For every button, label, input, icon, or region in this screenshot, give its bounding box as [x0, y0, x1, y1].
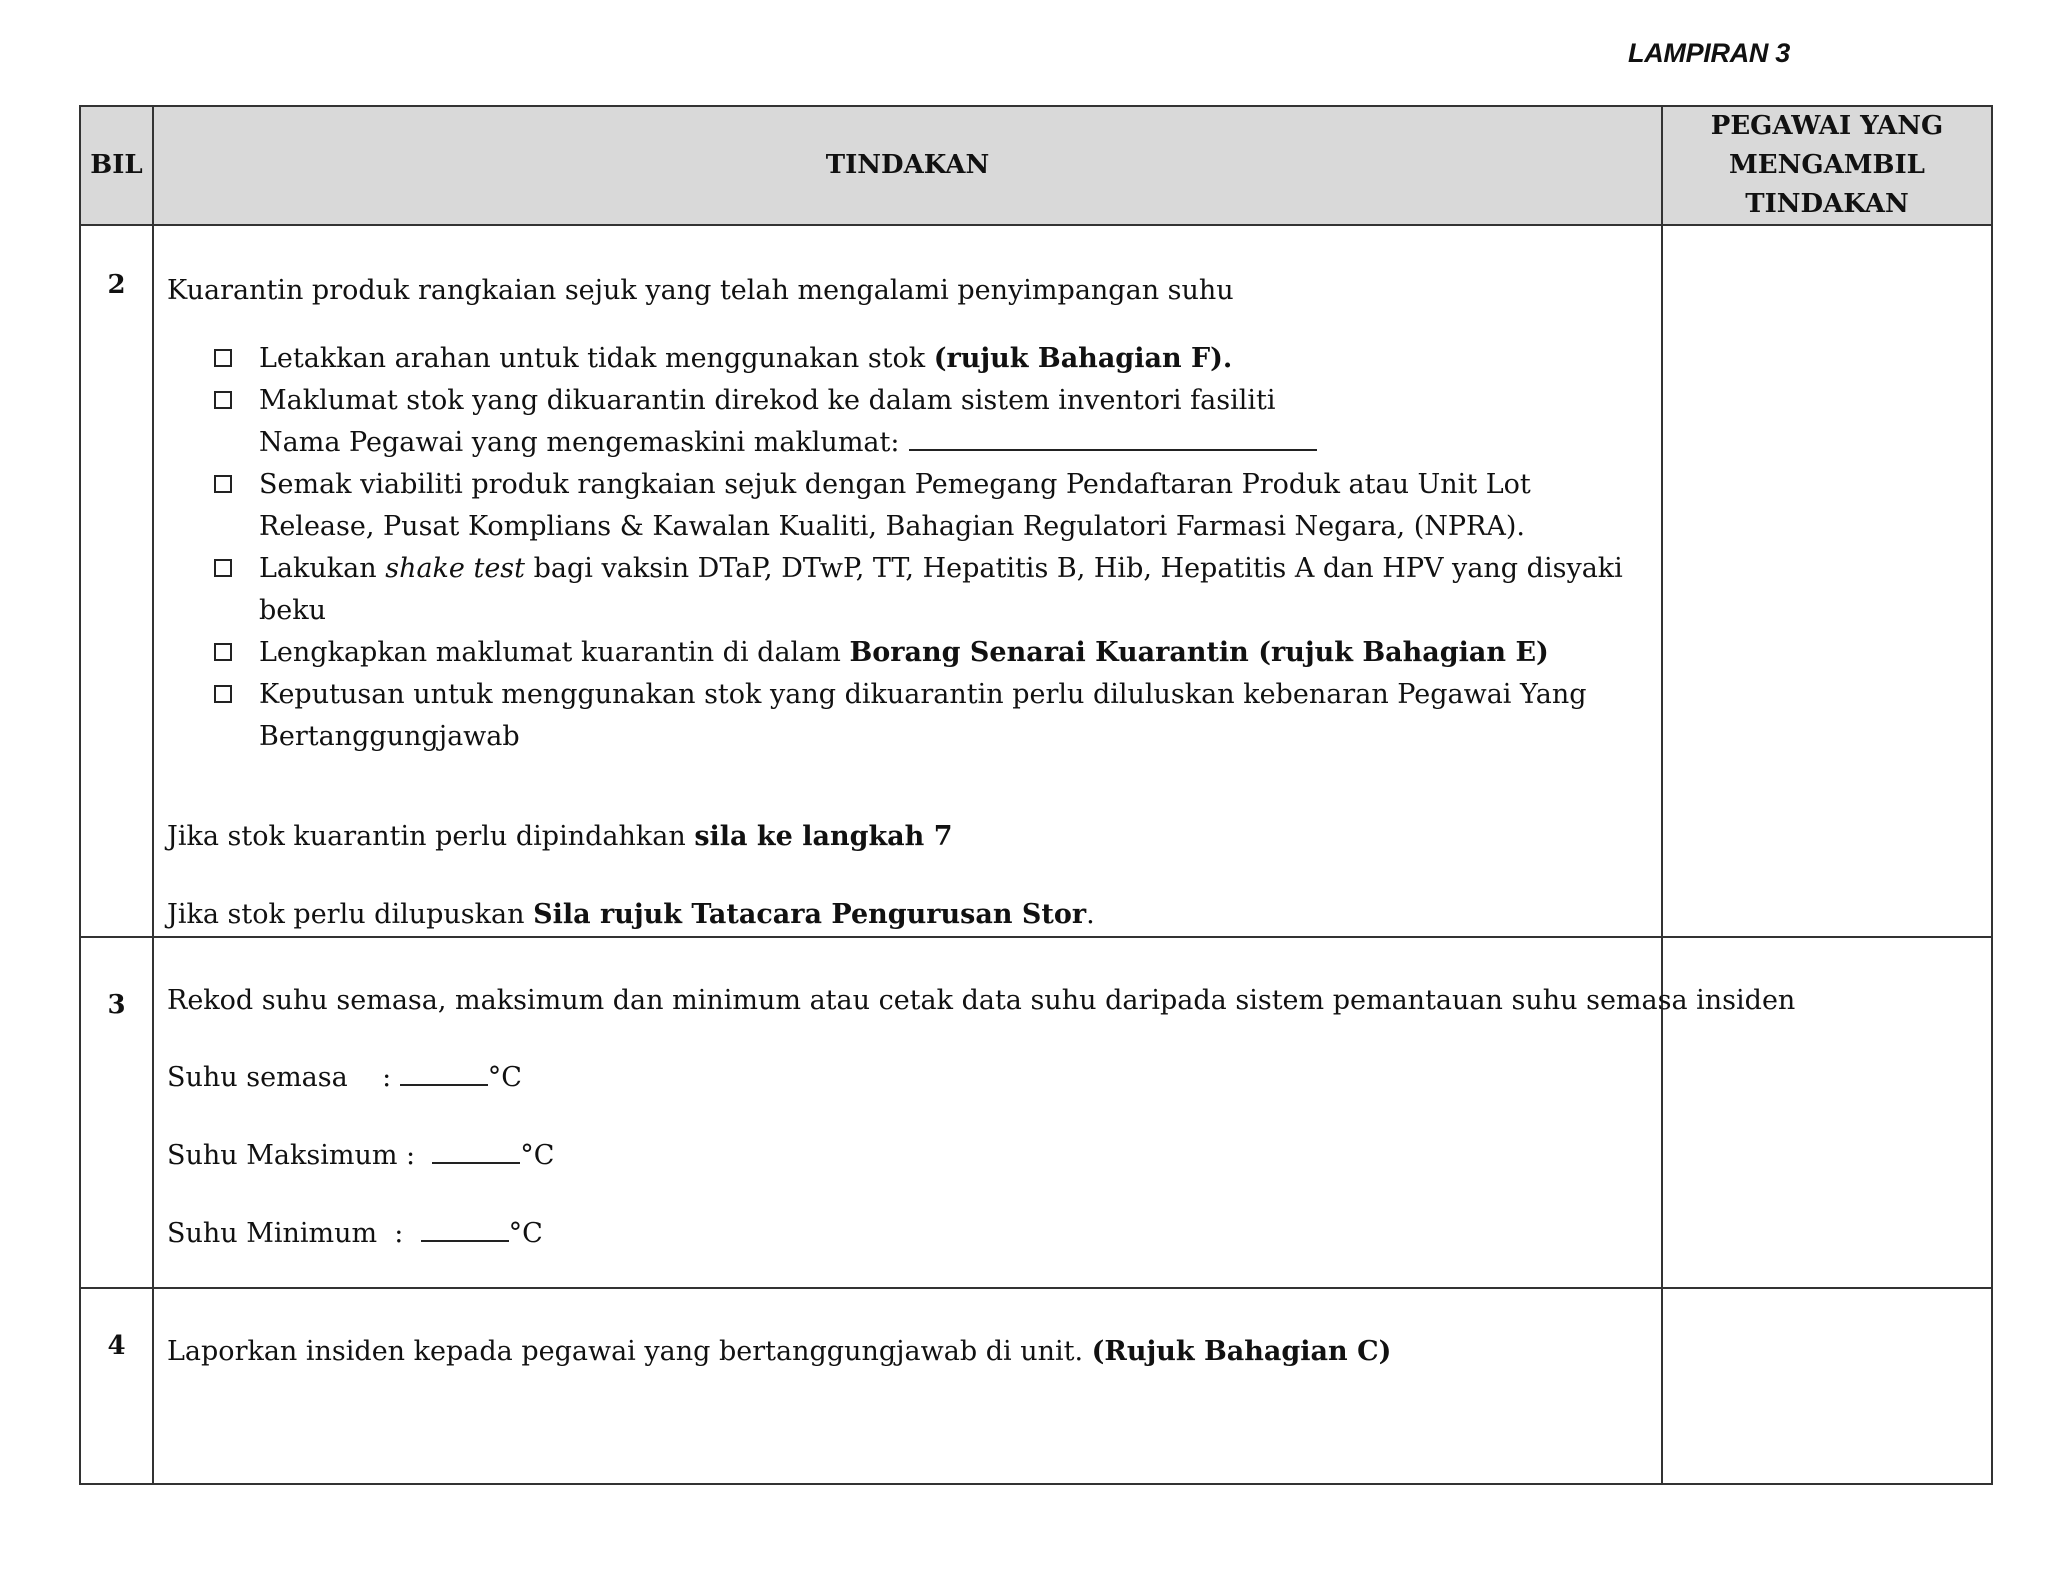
- bil-number: 3: [107, 990, 126, 1020]
- disposal-note: [167, 894, 1653, 936]
- header-pegawai-line2: MENGAMBIL: [1729, 150, 1925, 180]
- report-incident: [167, 1331, 1653, 1373]
- header-tindakan: TINDAKAN: [153, 106, 1662, 225]
- checklist-item: [214, 632, 1653, 674]
- checklist-item-bold: Borang Senarai Kuarantin (rujuk Bahagian E): [849, 637, 1549, 668]
- header-pegawai: [1662, 106, 1992, 225]
- current-temp-row: [167, 1057, 1653, 1099]
- checklist-item: [214, 548, 1653, 632]
- current-temp-label: Suhu semasa :: [167, 1062, 400, 1093]
- header-pegawai-line1: PEGAWAI YANG: [1710, 111, 1944, 141]
- checklist-item-text-cont: bagi vaksin DTaP, DTwP, TT, Hepatitis B, Hib, Hepatitis A dan HPV yang disyaki beku: [259, 553, 1623, 626]
- checkbox[interactable]: [214, 391, 232, 409]
- header-pegawai-line3: TINDAKAN: [1745, 189, 1909, 219]
- tindakan-cell: [153, 225, 1662, 937]
- transfer-note-bold: sila ke langkah 7: [694, 821, 953, 852]
- checklist-item-text: Lakukan: [259, 553, 386, 584]
- bil-number: 4: [107, 1331, 126, 1361]
- checkbox[interactable]: [214, 643, 232, 661]
- checklist-item: [214, 338, 1653, 380]
- pegawai-cell[interactable]: [1662, 1288, 1992, 1484]
- checklist-item-text: Keputusan untuk menggunakan stok yang dikuarantin perlu diluluskan kebenaran Pegawai Yang Bertanggungjawab: [259, 679, 1587, 752]
- row3-intro: Rekod suhu semasa, maksimum dan minimum atau cetak data suhu daripada sistem pemantauan suhu semasa insiden: [167, 985, 1796, 1016]
- checklist-item: [214, 380, 1653, 464]
- temp-unit: °C: [508, 1218, 543, 1249]
- max-temp-label: Suhu Maksimum :: [167, 1140, 433, 1171]
- checkbox[interactable]: [214, 475, 232, 493]
- min-temp-field[interactable]: [421, 1239, 509, 1242]
- checklist-item-italic: shake test: [385, 553, 526, 584]
- checklist-item-text: Semak viabiliti produk rangkaian sejuk dengan Pemegang Pendaftaran Produk atau Unit Lot Release, Pusat Komplians & Kawalan Kualiti, Bahagian Regulatori Farmasi Negara, (NPRA).: [259, 469, 1531, 542]
- officer-name-label: Nama Pegawai yang mengemaskini maklumat:: [259, 427, 900, 458]
- max-temp-row: [167, 1135, 1653, 1177]
- action-table: [79, 105, 1993, 1485]
- disposal-note-text: Jika stok perlu dilupuskan: [167, 899, 534, 930]
- checklist-item-text: Letakkan arahan untuk tidak menggunakan stok: [259, 343, 934, 374]
- disposal-note-bold: Sila rujuk Tatacara Pengurusan Stor: [533, 899, 1087, 930]
- temp-unit: °C: [520, 1140, 555, 1171]
- row2-intro: Kuarantin produk rangkaian sejuk yang telah mengalami penyimpangan suhu: [167, 275, 1234, 306]
- min-temp-row: [167, 1213, 1653, 1255]
- table-row: [80, 937, 1992, 1288]
- transfer-note-text: Jika stok kuarantin perlu dipindahkan: [167, 821, 695, 852]
- pegawai-cell[interactable]: [1662, 225, 1992, 937]
- tindakan-cell: [153, 937, 1796, 1288]
- checklist-item-text: Lengkapkan maklumat kuarantin di dalam: [259, 637, 850, 668]
- table-row: [80, 1288, 1992, 1484]
- checklist-item: [214, 464, 1653, 548]
- min-temp-label: Suhu Minimum :: [167, 1218, 421, 1249]
- checkbox[interactable]: [214, 559, 232, 577]
- checklist-item-text: Maklumat stok yang dikuarantin direkod ke dalam sistem inventori fasiliti: [259, 385, 1276, 416]
- lampiran-label: LAMPIRAN 3: [1628, 38, 1791, 68]
- bil-cell: [80, 937, 153, 1288]
- current-temp-field[interactable]: [400, 1083, 488, 1086]
- report-incident-text: Laporkan insiden kepada pegawai yang bertanggungjawab di unit.: [167, 1336, 1092, 1367]
- checklist-item-bold: (rujuk Bahagian F).: [933, 343, 1233, 374]
- bil-cell: [80, 1288, 153, 1484]
- tindakan-cell: [153, 1288, 1662, 1484]
- temp-unit: °C: [487, 1062, 522, 1093]
- bil-number: 2: [107, 270, 126, 300]
- max-temp-field[interactable]: [432, 1161, 520, 1164]
- officer-name-field[interactable]: [909, 448, 1317, 451]
- disposal-note-end: .: [1086, 899, 1095, 930]
- header-bil: BIL: [80, 106, 153, 225]
- table-row: [80, 225, 1992, 937]
- report-incident-bold: (Rujuk Bahagian C): [1091, 1336, 1392, 1367]
- quarantine-checklist: [167, 338, 1653, 758]
- checkbox[interactable]: [214, 349, 232, 367]
- checkbox[interactable]: [214, 685, 232, 703]
- transfer-note: [167, 816, 1653, 858]
- bil-cell: [80, 225, 153, 937]
- table-header-row: [80, 106, 1992, 225]
- checklist-item: [214, 674, 1653, 758]
